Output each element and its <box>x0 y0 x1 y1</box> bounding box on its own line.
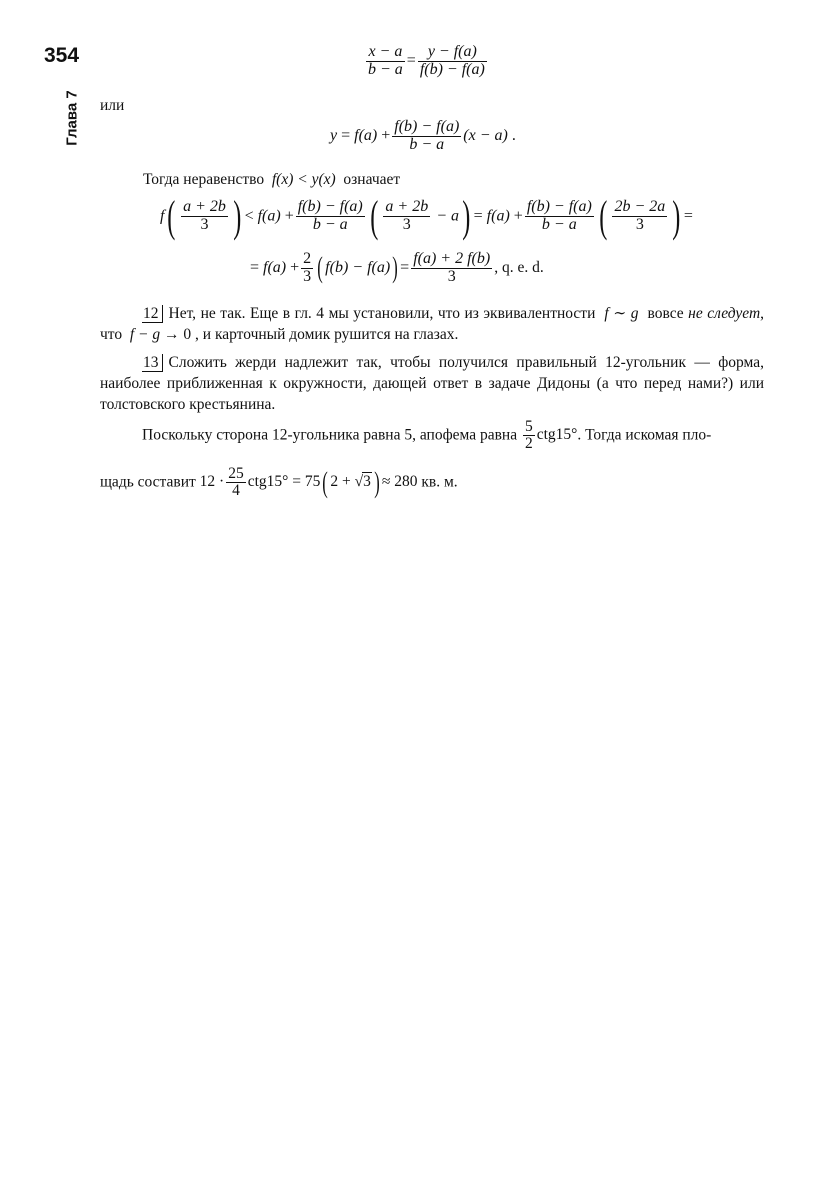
equation-line-slope: $\frac{x - a}{b - a}$ = $\frac{y - f(a)}{f(b) - f(a)}$ <box>368 43 485 78</box>
togda-prefix: Тогда неравенство <box>143 171 265 188</box>
chapter-label: Глава 7 <box>63 90 81 146</box>
paragraph-last-line-1 <box>142 419 764 453</box>
plast-math-apothem: $\frac{5}{2}$ ctg15° <box>524 418 578 453</box>
equation-inequality-1: f( $\frac{a + 2b}{3}$ ) < f(a) + $\frac{f(b) - f(a)}{b - a}$ ( $\frac{a + 2b}{3}$ − a) = f(a) + $\frac{f(b) - f(a)}{b - a}$ ( $\frac{2b - 2a}{3}$ ) = <box>160 192 693 241</box>
paragraph-12 <box>100 303 764 345</box>
equation-inequality-2: = f(a) + $\frac{2}{3}$ ( f(b) − f(a)) = $\frac{f(a) + 2 f(b)}{3}$ , q. e. d. <box>250 250 544 285</box>
paragraph-last-line-2 <box>100 466 458 500</box>
plast-text-c: щадь составит <box>100 473 196 491</box>
equation-line-y: y = f(a) + $\frac{f(b) - f(a)}{b - a}$ (x − a) . <box>330 118 516 153</box>
plast-text-b: . Тогда искомая пло- <box>577 426 712 444</box>
p12-text-e: , и карточный домик рушится на глазах. <box>195 326 459 343</box>
qed-text: , q. e. d. <box>494 258 544 276</box>
plast-text-a: Поскольку сторона 12-угольника равна 5, апофема равна <box>142 426 518 444</box>
paragraph-13 <box>100 352 764 415</box>
p12-text-b: вовсе <box>647 305 684 322</box>
page-number: 354 <box>44 44 80 67</box>
p12-text-d: , что <box>100 305 765 343</box>
answer-number-13: 13 <box>142 354 163 372</box>
p13-text: Сложить жерди надлежит так, чтобы получился правильный 12-угольник — форма, наиболее приближенная к окружности, дающей ответ в задаче Дидоны (а что перед нами?) или толстовского крестьянина. <box>100 354 764 413</box>
p12-text-italic: не следует <box>688 305 761 322</box>
p12-math-limit: f − g → 0 <box>126 326 192 343</box>
p12-math-equivalence: f ∼ g <box>599 305 643 322</box>
ili-word: или <box>100 97 125 114</box>
togda-line <box>143 171 400 189</box>
plast-text-d: кв. м. <box>421 473 458 491</box>
togda-suffix: означает <box>343 171 401 188</box>
answer-number-12: 12 <box>142 305 163 323</box>
plast-math-area: 12 · $\frac{25}{4}$ ctg15° = 75( 2 + √3 ) ≈ 280 <box>199 465 418 500</box>
p12-text-a: Нет, не так. Еще в гл. 4 мы установили, что из эквивалентности <box>168 305 596 322</box>
togda-inequality: f(x) < y(x) <box>267 171 340 188</box>
